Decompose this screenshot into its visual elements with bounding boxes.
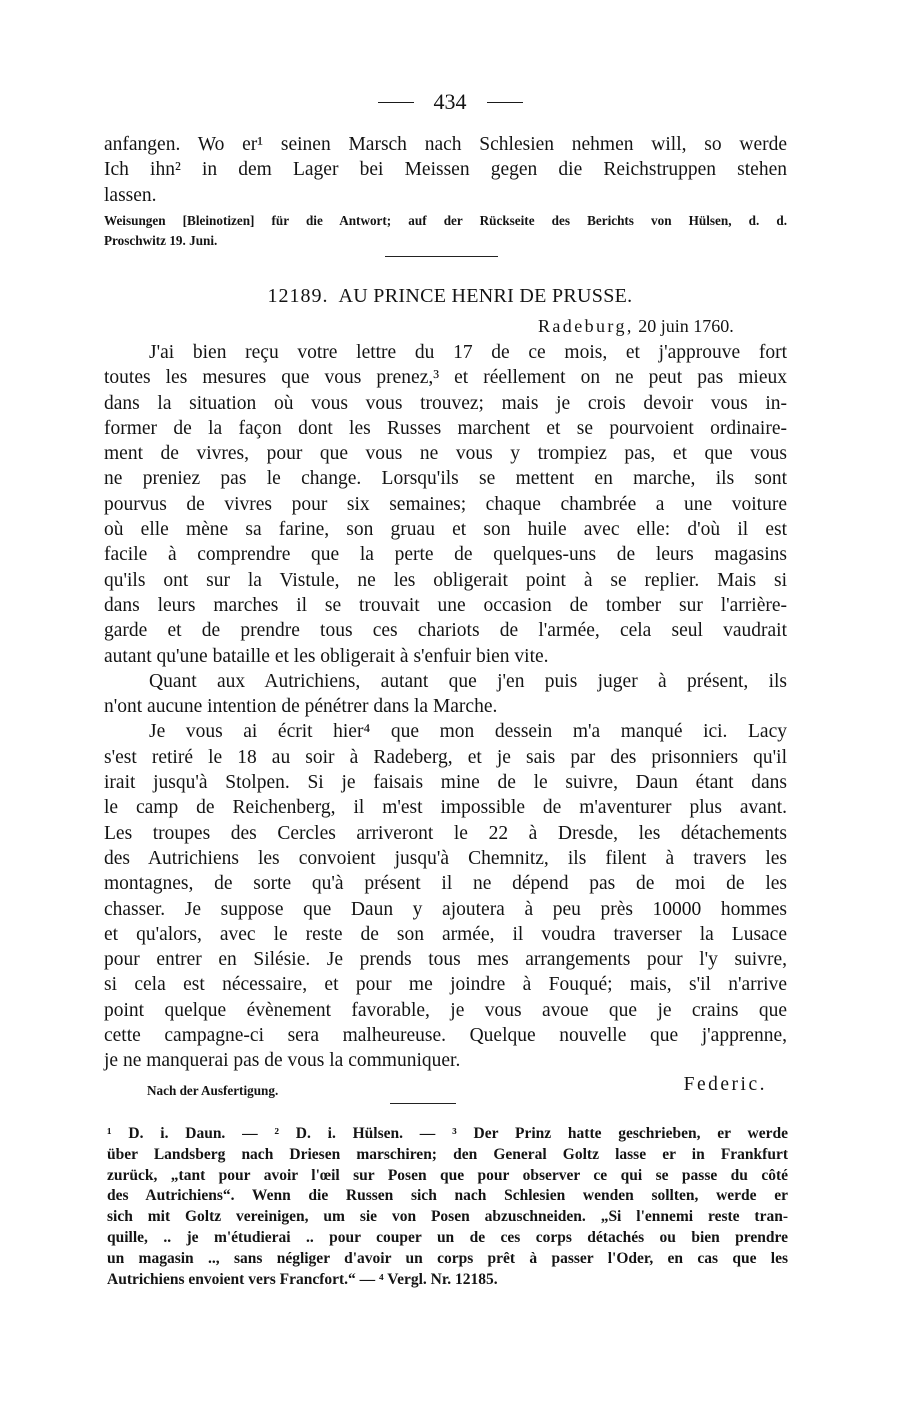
footnote-line: sich mit Goltz vereinigen, um sie von Posen abzuschneiden. „Si l'ennemi reste tran-	[107, 1208, 788, 1226]
page-number: 434	[433, 89, 467, 114]
text-line: je ne manquerai pas de vous la communiquer.	[104, 1050, 461, 1072]
source-note: Nach der Ausfertigung.	[147, 1083, 279, 1098]
text-line: chasser. Je suppose que Daun y ajoutera à peu près 10000 hommes	[104, 898, 787, 920]
text-line: n'ont aucune intention de pénétrer dans la Marche.	[104, 696, 498, 718]
text-line: des Autrichiens les convoient jusqu'à Chemnitz, ils filent à travers les	[104, 847, 787, 869]
dateline-place: Radeburg,	[538, 316, 634, 336]
text-line: où elle mène sa farine, son gruau et son huile avec elle: d'où il est	[104, 519, 787, 541]
previous-letter-ending	[104, 132, 787, 208]
paragraph-1	[104, 340, 787, 669]
letter-number: 12189.	[267, 285, 329, 307]
editor-note	[104, 211, 787, 251]
footnote-line: des Autrichiens“. Wenn die Russen sich nach Schlesien wenden sollten, werde er	[107, 1187, 788, 1205]
text-line: pourvus de vivres pour six semaines; chaque chambrée a une voiture	[104, 493, 787, 515]
text-line: former de la façon dont les Russes marchent et se pourvoient ordinaire-	[104, 417, 787, 439]
footnote-line: ¹ D. i. Daun. — ² D. i. Hülsen. — ³ Der Prinz hatte geschrieben, er werde	[107, 1125, 788, 1142]
text-line: dans la situation où vous vous trouvez; mais je crois devoir vous in-	[104, 392, 787, 414]
paragraph-2	[104, 669, 787, 720]
text-line: Quant aux Autrichiens, autant que j'en puis juger à présent, ils	[149, 670, 787, 692]
header-dash-right	[487, 102, 523, 103]
text-line: lassen.	[104, 184, 157, 206]
note-line: Proschwitz 19. Juni.	[104, 233, 218, 248]
footnotes	[107, 1124, 788, 1290]
text-line: montagnes, de sorte qu'à présent il ne dépend pas de moi de les	[104, 873, 787, 895]
text-line: J'ai bien reçu votre lettre du 17 de ce mois, et j'approuve fort	[149, 342, 787, 363]
text-line: ment de vivres, pour que vous ne vous y trompiez pas, et que vous	[104, 443, 787, 465]
footnote-line: Autrichiens envoient vers Francfort.“ — ⁴ Vergl. Nr. 12185.	[107, 1270, 498, 1288]
dateline	[538, 313, 734, 339]
text-line: Ich ihn² in dem Lager bei Meissen gegen die Reichstruppen stehen	[104, 159, 787, 181]
text-line: le camp de Reichenberg, il m'est impossible de m'aventurer plus avant.	[104, 797, 787, 819]
letter-title: AU PRINCE HENRI DE PRUSSE.	[338, 285, 633, 307]
text-line: autant qu'une bataille et les obligerait à s'enfuir bien vite.	[104, 645, 549, 667]
text-line: cette campagne-ci sera malheureuse. Quelque nouvelle que j'apprenne,	[104, 1025, 787, 1047]
text-line: anfangen. Wo er¹ seinen Marsch nach Schlesien nehmen will, so werde	[104, 134, 787, 155]
footnote-line: un magasin .., sans négliger d'avoir un corps prêt à passer l'Oder, en cas que les	[107, 1249, 788, 1267]
text-line: Je vous ai écrit hier⁴ que mon dessein m'a manqué ici. Lacy	[149, 721, 787, 743]
text-line: facile à comprendre que la perte de quelques-uns de leurs magasins	[104, 544, 787, 566]
text-line: garde et de prendre tous ces chariots de l'armée, cela seul vaudrait	[104, 620, 787, 642]
text-line: toutes les mesures que vous prenez,³ et réellement on ne peut pas mieux	[104, 367, 787, 389]
text-line: Les troupes des Cercles arriveront le 22 à Dresde, les détachements	[104, 822, 787, 844]
header-dash-left	[378, 102, 414, 103]
closing-row	[147, 1074, 767, 1104]
text-line: irait jusqu'à Stolpen. Si je faisais mine de le suivre, Daun étant dans	[104, 772, 787, 794]
text-line: ne preniez pas le change. Lorsqu'ils se mettent en marche, ils sont	[104, 468, 787, 490]
dateline-date: 20 juin 1760.	[638, 316, 734, 336]
letter-body	[104, 340, 787, 1074]
text-line: et qu'alors, avec le reste de son armée, il voudra traverser la Lusace	[104, 923, 787, 945]
text-line: s'est retiré le 18 au soir à Radeberg, et je sais par des prisonniers qu'il	[104, 746, 787, 768]
text-line: qu'ils ont sur la Vistule, ne les obligerait point à se replier. Mais si	[104, 569, 787, 591]
text-line: point quelque évènement favorable, je vous avoue que je crains que	[104, 999, 787, 1021]
footnote-line: über Landsberg nach Driesen marschiren; den General Goltz lasse er in Frankfurt	[107, 1145, 788, 1163]
note-line: Weisungen [Bleinotizen] für die Antwort; auf der Rückseite des Berichts von Hülsen, d. d.	[104, 213, 787, 228]
footnote-line: zurück, „tant pour avoir l'œil sur Posen que pour observer ce qui se passe du côté	[107, 1166, 788, 1184]
page-header	[0, 86, 900, 118]
footnote-divider	[390, 1103, 456, 1104]
letter-heading	[0, 282, 900, 310]
signature: Federic.	[683, 1074, 767, 1095]
text-line: si cela est nécessaire, et pour me joindre à Fouqué; mais, s'il n'arrive	[104, 974, 787, 996]
paragraph-3	[104, 719, 787, 1073]
section-divider	[385, 256, 498, 257]
text-line: dans leurs marches il se trouvait une occasion de tomber sur l'arrière-	[104, 594, 787, 616]
text-line: pour entrer en Silésie. Je prends tous mes arrangements pour l'y suivre,	[104, 949, 787, 971]
footnote-line: quille, .. je m'étudierai .. pour couper un de ces corps détachés ou bien prendre	[107, 1228, 788, 1246]
